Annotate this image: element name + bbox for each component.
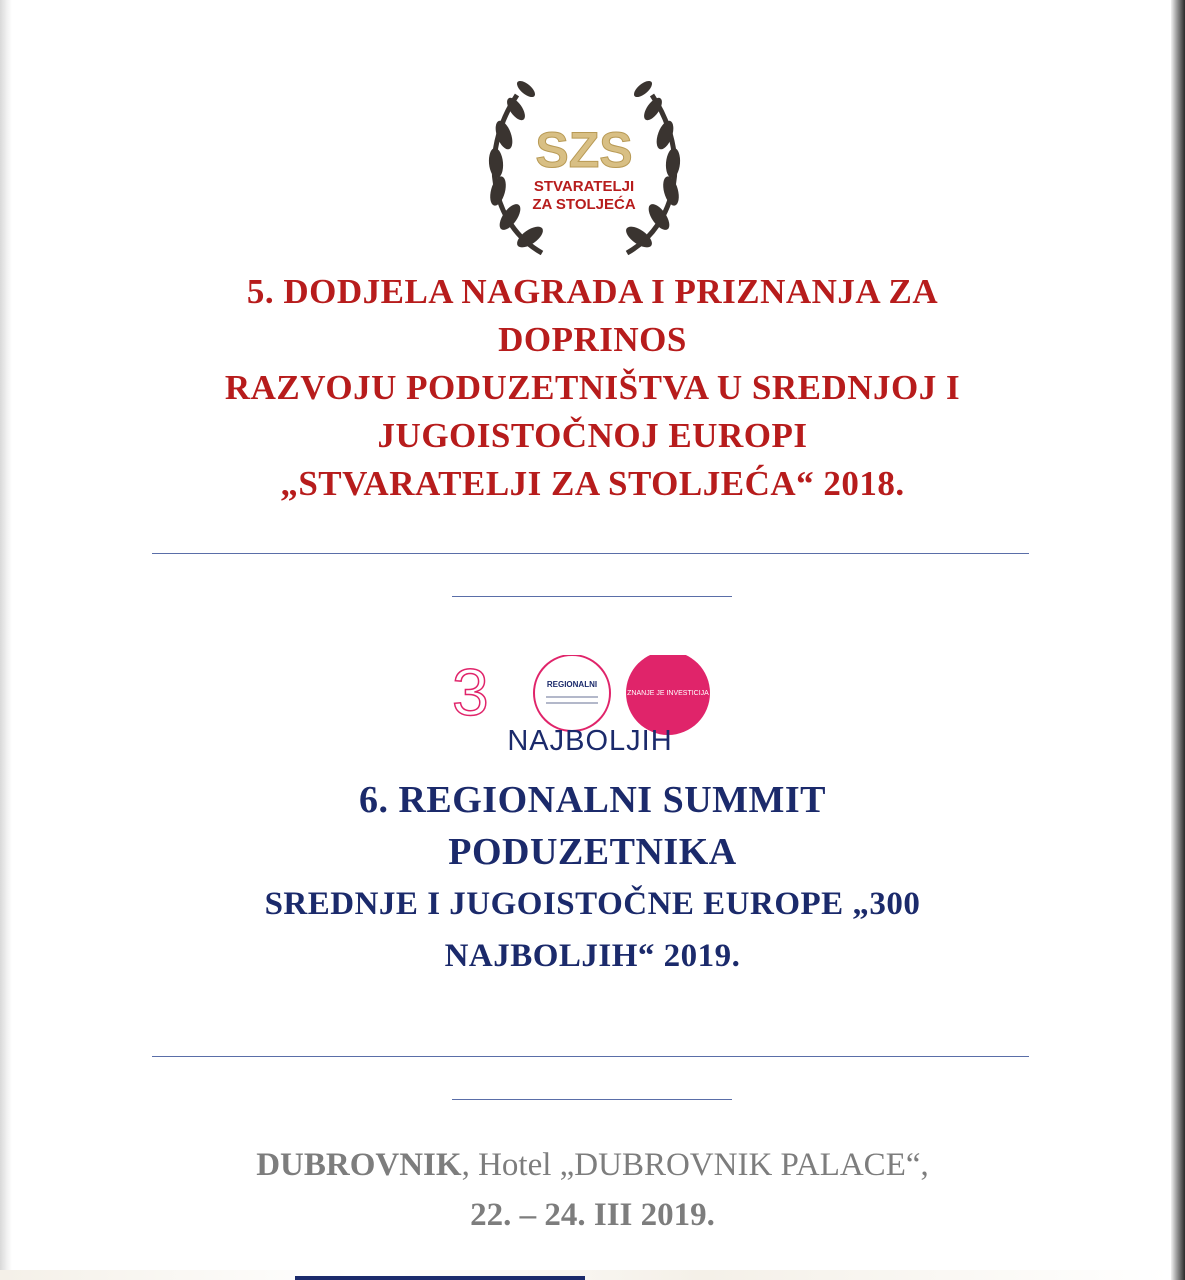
divider-long-1 [152, 553, 1029, 554]
bottom-cut-bar [295, 1276, 585, 1280]
venue-block [100, 1140, 1085, 1240]
szs-logo-subtitle-1: STVARATELJI [533, 178, 635, 195]
summit-title [100, 774, 1085, 982]
award-title-line-4: JUGOISTOČNOJ EUROPI [377, 416, 808, 455]
najboljih-300-logo [450, 655, 730, 755]
page-right-edge [1171, 0, 1185, 1280]
award-title-line-1: 5. DODJELA NAGRADA I PRIZNANJA ZA [246, 272, 939, 311]
summit-title-line-4: NAJBOLJIH“ 2019. [444, 938, 741, 974]
summit-title-line-2: PODUZETNIKA [448, 831, 737, 873]
venue-hotel: , Hotel „DUBROVNIK PALACE“, [461, 1147, 929, 1183]
bottom-edge [0, 1270, 1171, 1280]
venue-dates: 22. – 24. III 2019. [470, 1197, 715, 1233]
szs-logo-text: SZS [535, 122, 633, 178]
divider-short-1 [452, 596, 732, 597]
venue-line [100, 1140, 1085, 1190]
szs-laurel-logo [482, 75, 687, 265]
summit-title-line-3: SREDNJE I JUGOISTOČNE EUROPE „300 [264, 886, 921, 922]
logo-badge-znanje: ZNANJE JE INVESTICIJA [627, 690, 709, 697]
summit-title-line-1: 6. REGIONALNI SUMMIT [358, 779, 827, 821]
award-title-line-3: RAZVOJU PODUZETNIŠTVA U SREDNJOJ I [224, 368, 961, 407]
award-title-line-2: DOPRINOS [498, 320, 687, 359]
divider-long-2 [152, 1056, 1029, 1057]
logo-ring-regionalni [534, 655, 610, 731]
divider-short-2 [452, 1099, 732, 1100]
award-title [100, 268, 1085, 508]
szs-logo-subtitle-2: ZA STOLJEĆA [532, 196, 636, 213]
logo-badge-regionalni: REGIONALNI [546, 680, 598, 689]
logo-digit-three: 3 [452, 655, 489, 729]
logo-word-najboljih: NAJBOLJIH [507, 725, 673, 755]
venue-city: DUBROVNIK [256, 1147, 462, 1183]
page-left-edge [0, 0, 12, 1280]
award-title-line-5: „STVARATELJI ZA STOLJEĆA“ 2018. [280, 464, 905, 503]
